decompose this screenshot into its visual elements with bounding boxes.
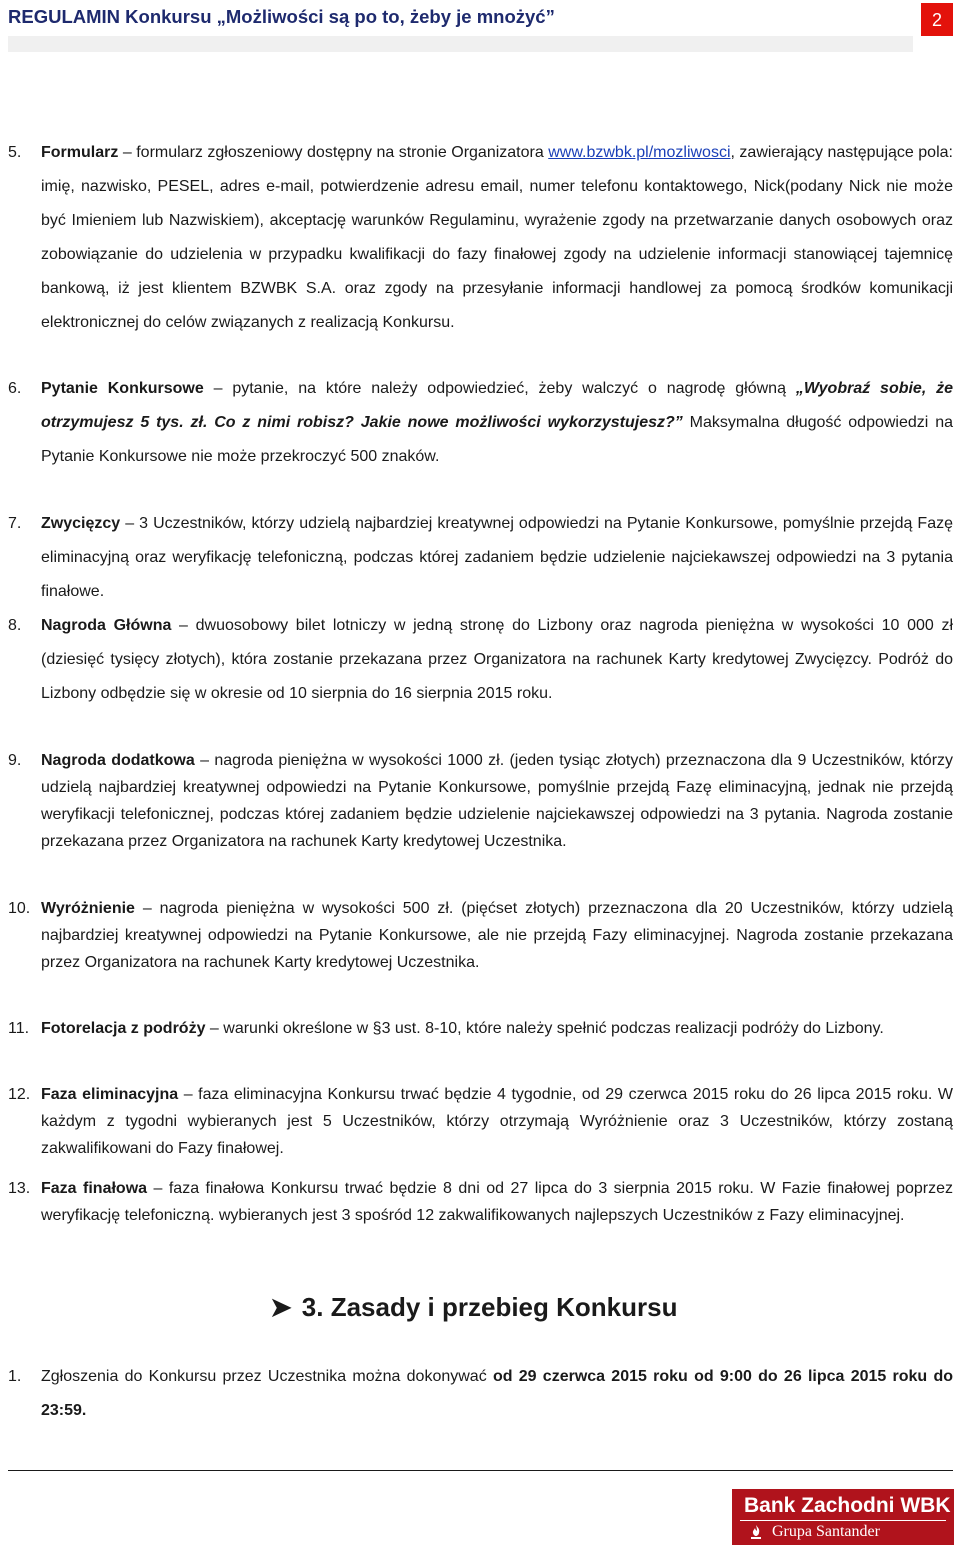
item-number: 11.: [8, 1020, 30, 1037]
flame-icon: [748, 1524, 764, 1540]
item-number: 9.: [8, 752, 22, 769]
definition-pytanie-konkursowe: Pytanie Konkursowe – pytanie, na które należy odpowiedzieć, żeby walczyć o nagrodę główną „Wyobraź sobie, że otrzymujesz 5 tys. zł. Co z nimi robisz? Jakie nowe możliwości wykorzystujesz?” Maksymalna długość odpowiedzi na Pytanie Konkursowe nie może przekroczyć 500 znaków.: [41, 380, 954, 465]
item-number: 8.: [8, 617, 22, 634]
definition-term: Faza eliminacyjna: [41, 1086, 179, 1103]
organizer-link[interactable]: www.bzwbk.pl/mozliwosci: [548, 144, 731, 161]
definition-nagroda-glowna: Nagroda Główna – dwuosobowy bilet lotniczy w jedną stronę do Lizbony oraz nagroda pieniężna w wysokości 10 000 zł (dziesięć tysięcy złotych), która zostanie przekazana przez Organizatora na rachunek Karty kredytowej Zwycięzcy. Podróż do Lizbony odbędzie się w okresie od 10 sierpnia do 16 sierpnia 2015 roku.: [41, 617, 953, 702]
definition-formularz: Formularz – formularz zgłoszeniowy dostępny na stronie Organizatora www.bzwbk.pl/mozliwosci, zawierający następujące pola: imię, nazwisko, PESEL, adres e-mail, potwierdzenie adresu email, numer telefonu kontaktowego, Nick(podany Nick nie może być Imieniem lub Nazwiskiem), akceptację warunków Regulaminu, wyrażenie zgody na przetwarzanie danych osobowych oraz zobowiązanie do udzielenia w przypadku kwalifikacji do fazy finałowej zgody na udzielenie informacji stanowiącej tajemnicę bankową, iż jest klientem BZWBK S.A. oraz zgody na przesyłanie informacji handlowej za pomocą środków komunikacji elektronicznej do celów związanych z realizacją Konkursu.: [41, 144, 953, 331]
section-heading: ➤ 3. Zasady i przebieg Konkursu: [270, 1292, 678, 1322]
item-number: 13.: [8, 1180, 31, 1197]
page-header: [0, 0, 960, 38]
definition-term: Wyróżnienie: [41, 900, 135, 917]
definition-nagroda-dodatkowa: Nagroda dodatkowa – nagroda pieniężna w wysokości 1000 zł. (jeden tysiąc złotych) przeznaczona dla 9 Uczestników, którzy udzielą najbardziej kreatywnej odpowiedzi na Pytanie Konkursowe, pomyślnie przejdą Fazę eliminacyjną, jednak nie przejdą weryfikacji telefonicznej, podczas której zadaniem będzie udzielenie najciekawszej odpowiedzi na 3 pytania. Nagroda zostanie przekazana przez Organizatora na rachunek Karty kredytowej Uczestnika.: [41, 752, 954, 850]
item-number: 10.: [8, 900, 31, 917]
item-number: 7.: [8, 515, 22, 532]
definition-term: Nagroda Główna: [41, 617, 172, 634]
footer-divider: [8, 1470, 953, 1471]
definition-zwyciezcy: Zwycięzcy – 3 Uczestników, którzy udzielą najbardziej kreatywnej odpowiedzi na Pytanie Konkursowe, pomyślnie przejdą Fazę eliminacyjną oraz weryfikację telefoniczną, podczas której zadaniem będzie udzielenie najciekawszej odpowiedzi na 3 pytania finałowe.: [41, 515, 953, 600]
arrow-icon: ➤: [270, 1292, 292, 1322]
item-number: 6.: [8, 380, 22, 397]
section3-paragraph-1: Zgłoszenia do Konkursu przez Uczestnika można dokonywać od 29 czerwca 2015 roku od 9:00 do 26 lipca 2015 roku do 23:59.: [41, 1368, 954, 1419]
definition-term: Nagroda dodatkowa: [41, 752, 195, 769]
bank-logo: [732, 1489, 954, 1545]
item-number: 1.: [8, 1368, 22, 1385]
definition-faza-finalowa: Faza finałowa – faza finałowa Konkursu trwać będzie 8 dni od 27 lipca do 3 sierpnia 2015 roku. W Fazie finałowej poprzez weryfikację telefoniczną. wybieranych jest 3 spośród 12 zakwalifikowanych najlepszych Uczestników z Fazy eliminacyjnej.: [41, 1180, 953, 1224]
item-number: 12.: [8, 1086, 31, 1103]
contest-question: „Wyobraź sobie, że otrzymujesz 5 tys. zł. Co z nimi robisz? Jakie nowe możliwości wykorzystujesz?”: [41, 380, 954, 431]
item-number: 5.: [8, 144, 22, 161]
definition-wyroznienie: Wyróżnienie – nagroda pieniężna w wysokości 500 zł. (pięćset złotych) przeznaczona dla 20 Uczestników, którzy udzielą najbardziej kreatywnej odpowiedzi na Pytanie Konkursowe, ale nie przejdą Fazy eliminacyjnej. Nagroda zostanie przekazana przez Organizatora na rachunek Karty kredytowej Uczestnika.: [41, 900, 953, 971]
page-number-badge: 2: [921, 3, 953, 36]
logo-divider: [740, 1520, 946, 1521]
definition-term: Fotorelacja z podróży: [41, 1020, 206, 1037]
definition-faza-eliminacyjna: Faza eliminacyjna – faza eliminacyjna Konkursu trwać będzie 4 tygodnie, od 29 czerwca 2015 roku do 26 lipca 2015 roku. W każdym z tygodni wybieranych jest 5 Uczestników, którzy otrzymają Wyróżnienie oraz 3 Uczestników, którzy zostaną zakwalifikowani do Fazy finałowej.: [41, 1086, 953, 1157]
definition-term: Pytanie Konkursowe: [41, 380, 204, 397]
document-title: REGULAMIN Konkursu „Możliwości są po to, żeby je mnożyć”: [8, 6, 555, 27]
logo-subtitle: Grupa Santander: [772, 1523, 880, 1540]
definition-term: Faza finałowa: [41, 1180, 148, 1197]
definition-fotorelacja: Fotorelacja z podróży – warunki określone w §3 ust. 8-10, które należy spełnić podczas realizacji podróży do Lizbony.: [41, 1020, 884, 1037]
header-band: [8, 36, 913, 52]
logo-title: Bank Zachodni WBK: [744, 1494, 951, 1517]
definition-term: Zwycięzcy: [41, 515, 121, 532]
definition-term: Formularz: [41, 144, 119, 161]
